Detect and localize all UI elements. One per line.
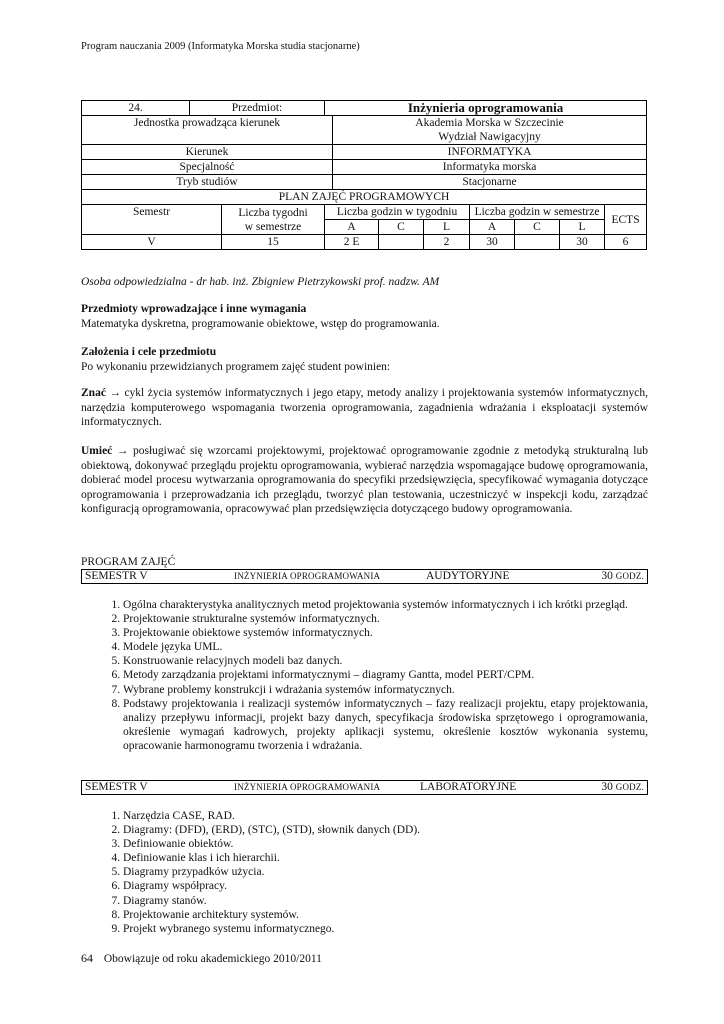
topic-item: 4. Definiowanie klas i ich hierarchii. [123, 851, 648, 865]
mode-value: Stacjonarne [333, 175, 647, 190]
program-title: PROGRAM ZAJĘĆ [81, 556, 176, 568]
topic-item: 8. Projektowanie architektury systemów. [123, 908, 648, 922]
topic-item: 6. Metody zarządzania projektami informatycznymi – diagramy Gantta, model PERT/CPM. [123, 668, 648, 682]
topic-item: 1. Ogólna charakterystyka analitycznych metod projektowania systemów informatycznych i ich krótki przegląd. [123, 598, 648, 612]
section-subject: INŻYNIERIA OPROGRAMOWANIA [234, 782, 381, 792]
section-hours [601, 570, 644, 583]
week-col-a: A [325, 220, 379, 235]
section-hours [601, 781, 644, 794]
section-type: LABORATORYJNE [420, 781, 517, 793]
can-section [81, 444, 648, 517]
subject-row [82, 101, 647, 116]
unit-value [333, 116, 647, 145]
sem-l-value: 30 [560, 235, 605, 250]
goals-section [81, 345, 648, 374]
prerequisites-text: Matematyka dyskretna, programowanie obiektowe, wstęp do programowania. [81, 317, 440, 330]
weeks-header-line-1: Liczba tygodni [238, 206, 308, 219]
specialty-label: Specjalność [82, 160, 333, 175]
can-text: posługiwać się wzorcami projektowymi, projektować oprogramowanie zgodnie z metodyką strukturalną lub obiektową, dokonywać przeglądu projektu oprogramowania, wybierać narzędzia wspomagające budowę oprogramowania, dobierać model procesu wytwarzania oprogramowania do specyfiki przedsięwzięcia, specyfikować wymagania dotyczące oprogramowania i przeprowadzania ich przeglądu, tworzyć plan testowania, uczestniczyć w inspekcji kodu, zarządzać konfiguracją oprogramowania, opracowywać plan przedsięwzięcia dotyczącego budowy oprogramowania. [81, 445, 649, 516]
sem-col-c: C [515, 220, 560, 235]
semester-value: V [82, 235, 222, 250]
section-hours-number: 30 [601, 781, 613, 793]
prerequisites-section [81, 302, 648, 331]
section-bar-laboratory [81, 780, 648, 795]
section-hours-number: 30 [601, 570, 613, 582]
know-section [81, 386, 648, 430]
unit-line-2: Wydział Nawigacyjny [438, 131, 541, 143]
hours-semester-header: Liczba godzin w semestrze [470, 205, 605, 220]
topic-item: 1. Narzędzia CASE, RAD. [123, 809, 648, 823]
arrow-icon: → [109, 387, 121, 399]
course-info-table [81, 100, 647, 250]
page-number: 64 [81, 951, 93, 965]
topic-item: 2. Projektowanie strukturalne systemów informatycznych. [123, 612, 648, 626]
direction-value: INFORMATYKA [333, 145, 647, 160]
laboratory-topics-list [81, 809, 648, 936]
sem-col-l: L [560, 220, 605, 235]
plan-title-row [82, 190, 647, 205]
section-type: AUDYTORYJNE [426, 570, 510, 582]
prerequisites-title: Przedmioty wprowadzające i inne wymagania [81, 303, 307, 315]
section-hours-unit: GODZ. [615, 571, 644, 581]
week-a-value: 2 E [325, 235, 379, 250]
topic-item: 8. Podstawy projektowania i realizacji systemów informatycznych – fazy realizacji projektu, etapy projektowania, analizy przepływu informacji, projekt bazy danych, specyfikacja środowiska sprzętowego i oprogramowania, określenie wymagań kadrowych, projekty aplikacji systemu, określenie kosztów wykonania systemu, opracowanie harmonogramu tworzenia i wdrażania. [123, 697, 648, 753]
topic-item: 4. Modele języka UML. [123, 640, 648, 654]
topic-item: 3. Definiowanie obiektów. [123, 837, 648, 851]
topic-item: 6. Diagramy współpracy. [123, 879, 648, 893]
hours-week-header: Liczba godzin w tygodniu [325, 205, 470, 220]
topic-item: 7. Diagramy stanów. [123, 894, 648, 908]
page-header: Program nauczania 2009 (Informatyka Morska studia stacjonarne) [81, 41, 360, 52]
specialty-row [82, 160, 647, 175]
direction-row [82, 145, 647, 160]
section-subject: INŻYNIERIA OPROGRAMOWANIA [234, 571, 381, 581]
arrow-icon: → [116, 445, 129, 457]
subject-name: Inżynieria oprogramowania [325, 101, 647, 116]
topic-item: 5. Konstruowanie relacyjnych modeli baz danych. [123, 654, 648, 668]
sem-a-value: 30 [470, 235, 515, 250]
course-number: 24. [82, 101, 190, 116]
auditory-topics-list [81, 598, 648, 753]
can-label: Umieć [81, 445, 113, 457]
semester-header: Semestr [82, 205, 222, 235]
page-footer [81, 951, 322, 966]
section-semester: SEMESTR V [85, 570, 148, 582]
responsible-person: Osoba odpowiedzialna - dr hab. inż. Zbigniew Pietrzykowski prof. nadzw. AM [81, 276, 440, 288]
topic-item: 9. Projekt wybranego systemu informatycznego. [123, 922, 648, 936]
ects-value: 6 [605, 235, 647, 250]
know-text: cykl życia systemów informatycznych i jego etapy, metody analizy i projektowania systemów informatycznych, narzędzia komputerowego wspomagania tworzenia oprogramowania, zagadnienia wdrażania i eksploatacji systemów informatycznych. [81, 387, 649, 429]
week-col-l: L [424, 220, 470, 235]
sem-col-a: A [470, 220, 515, 235]
mode-label: Tryb studiów [82, 175, 333, 190]
direction-label: Kierunek [82, 145, 333, 160]
section-hours-unit: GODZ. [615, 782, 644, 792]
weeks-header [222, 205, 325, 235]
goals-title: Założenia i cele przedmiotu [81, 346, 217, 358]
topic-item: 5. Diagramy przypadków użycia. [123, 865, 648, 879]
weeks-header-line-2: w semestrze [244, 220, 302, 233]
ects-header: ECTS [605, 205, 647, 235]
unit-row [82, 116, 647, 145]
plan-header-row-1 [82, 205, 647, 220]
section-bar-auditory [81, 569, 648, 584]
topic-item: 7. Wybrane problemy konstrukcji i wdrażania systemów informatycznych. [123, 683, 648, 697]
know-label: Znać [81, 387, 106, 399]
topic-item: 2. Diagramy: (DFD), (ERD), (STC), (STD), słownik danych (DD). [123, 823, 648, 837]
goals-text: Po wykonaniu przewidzianych programem zajęć student powinien: [81, 360, 391, 373]
subject-label: Przedmiot: [190, 101, 325, 116]
unit-label: Jednostka prowadząca kierunek [82, 116, 333, 145]
plan-title: PLAN ZAJĘĆ PROGRAMOWYCH [82, 190, 647, 205]
week-col-c: C [379, 220, 424, 235]
specialty-value: Informatyka morska [333, 160, 647, 175]
week-l-value: 2 [424, 235, 470, 250]
footer-text: Obowiązuje od roku akademickiego 2010/2011 [103, 953, 322, 965]
sem-c-value [515, 235, 560, 250]
mode-row [82, 175, 647, 190]
unit-line-1: Akademia Morska w Szczecinie [415, 117, 564, 129]
weeks-value: 15 [222, 235, 325, 250]
section-semester: SEMESTR V [85, 781, 148, 793]
topic-item: 3. Projektowanie obiektowe systemów informatycznych. [123, 626, 648, 640]
week-c-value [379, 235, 424, 250]
plan-data-row [82, 235, 647, 250]
